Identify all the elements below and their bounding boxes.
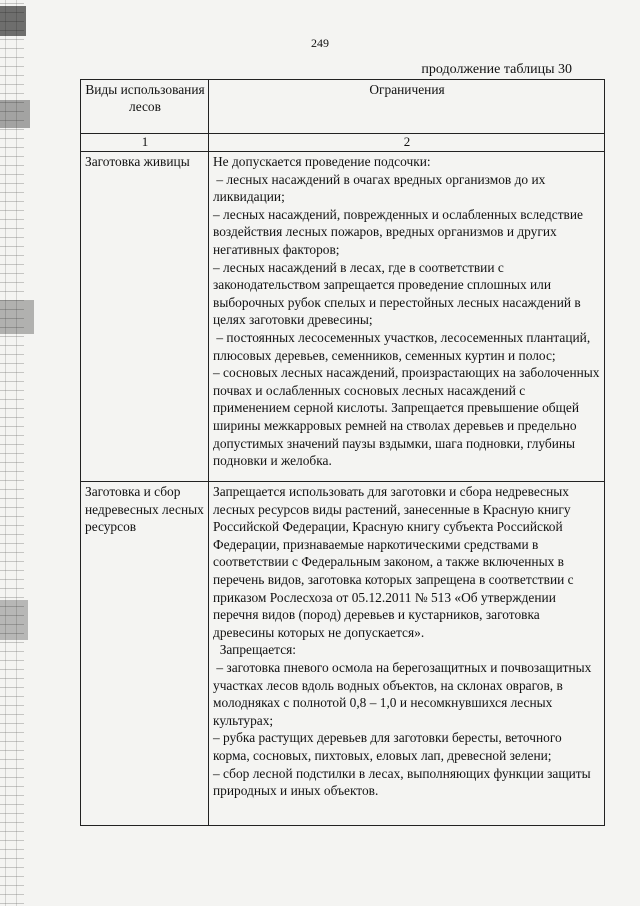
restriction-paragraph: – рубка растущих деревьев для заготовки бересты, веточного корма, сосновых, пихтовых, еловых лап, древесной зелени; [213,730,566,763]
restriction-paragraph: – лесных насаждений в очагах вредных организмов до их ликвидации; [213,171,549,205]
restrictions-table [80,79,605,826]
restriction-paragraph: Запрещается: [213,642,297,658]
column-number: 1 [81,134,209,152]
table-continuation-label: продолжение таблицы 30 [421,62,572,77]
column-number: 2 [209,134,605,152]
column-header-forest-use: Виды использования лесов [81,80,209,134]
restriction-paragraph: – лесных насаждений, поврежденных и ослабленных вследствие воздействия лесных пожаров, вредных организмов и других негативных факторов; [213,206,587,257]
column-header-restrictions: Ограничения [209,80,605,134]
restriction-paragraph: – заготовка пневого осмола на берегозащитных и почвозащитных участках лесов вдоль водных объектов, на склонах оврагов, в молодняках с полнотой 0,8 – 1,0 и несомкнувшихся лесных культурах; [213,659,595,728]
restrictions-cell [209,482,605,826]
restrictions-cell [209,152,605,482]
page-number: 249 [311,36,329,50]
table-row [81,482,605,826]
table-header-row [81,80,605,134]
table-row [81,152,605,482]
restriction-paragraph: Запрещается использовать для заготовки и сбора недревесных лесных ресурсов виды растений, занесенные в Красную книгу Российской Федерации, Красную книгу субъекта Российской Федерации, признаваемые наркотическими средствами в соответствии с Федеральным законом, а также включенных в перечень видов, заготовка которых запрещена в соответствии с приказом Рослесхоза от 05.12.2011 № 513 «Об утверждении перечня видов (пород) деревьев и кустарников, заготовка древесины которых не допускается». [213,484,577,640]
scan-edge-artifact [0,0,24,906]
column-number-row [81,134,605,152]
restriction-paragraph: – сбор лесной подстилки в лесах, выполняющих функции защиты природных и иных объектов. [213,765,595,799]
forest-use-type: Заготовка живицы [81,152,209,482]
scan-noise [0,300,34,334]
scan-noise [0,6,26,36]
scan-noise [0,600,28,640]
restriction-paragraph: – постоянных лесосеменных участков, лесосеменных плантаций, плюсовых деревьев, семенников, семенных куртин и полос; [213,329,594,363]
restriction-paragraph: Не допускается проведение подсочки: [213,154,431,169]
restriction-paragraph: – лесных насаждений в лесах, где в соответствии с законодательством запрещается проведение сплошных или выборочных рубок спелых и перестойных лесных насаждений в целях заготовки древесины; [213,259,585,328]
restriction-paragraph: – сосновых лесных насаждений, произрастающих на заболоченных почвах и ослабленных сосновых лесных насаждений с применением серной кислоты. Запрещается превышение общей ширины межкарровых ремней на стволах деревьев и предельно допустимых значений паузы вздымки, шага подновки, глубины подновки и желобка. [213,365,603,469]
scan-noise [0,100,30,128]
forest-use-type: Заготовка и сбор недревесных лесных ресурсов [81,482,209,826]
